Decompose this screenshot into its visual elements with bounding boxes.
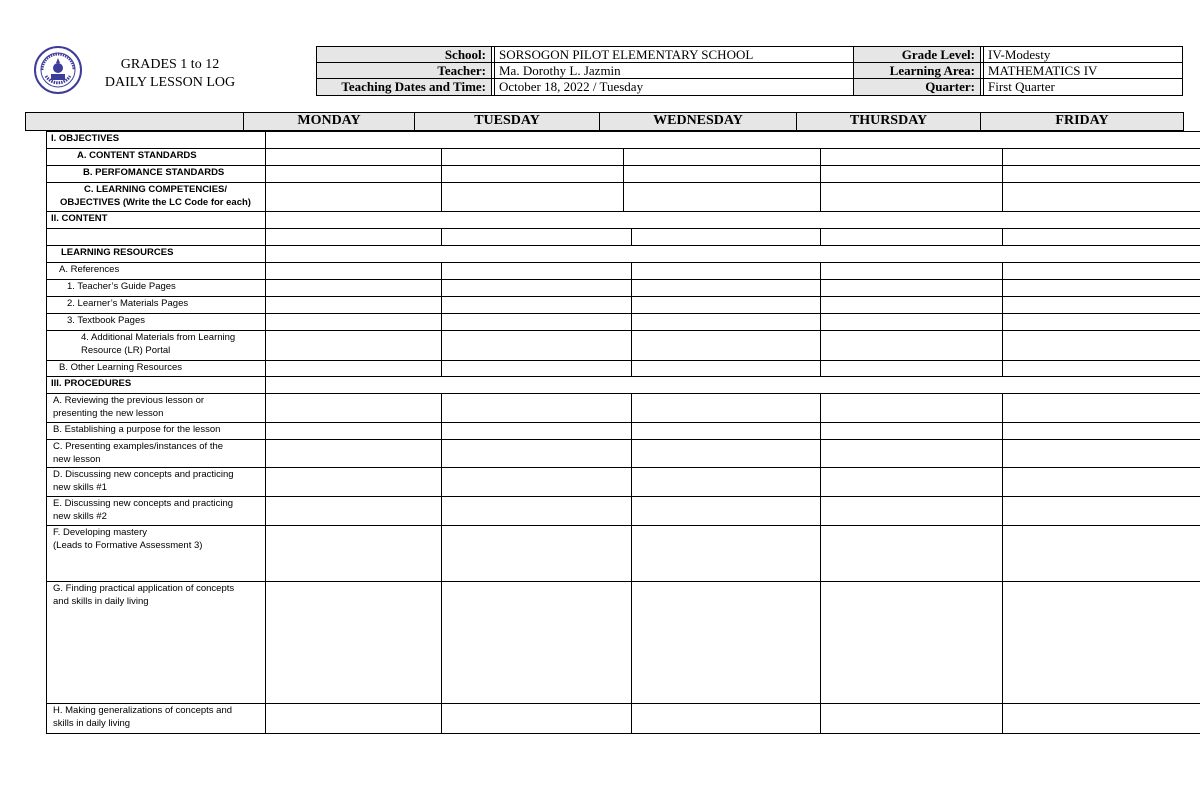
- row-label-line: and skills in daily living: [53, 596, 149, 607]
- row-label-line: 2. Learner’s Materials Pages: [67, 298, 189, 309]
- dates-label: Teaching Dates and Time:: [341, 79, 486, 94]
- row-label-line: B. Establishing a purpose for the lesson: [53, 424, 221, 435]
- row-label-line: G. Finding practical application of concepts: [53, 583, 235, 594]
- row-label-line: A. Reviewing the previous lesson or: [53, 395, 205, 406]
- row-label-line: skills in daily living: [53, 718, 131, 729]
- row-label: [47, 314, 264, 327]
- area-value: MATHEMATICS IV: [988, 63, 1098, 78]
- teacher-label: Teacher:: [437, 63, 486, 78]
- row-label: [47, 704, 264, 730]
- row-label: [47, 468, 264, 494]
- row-label: [47, 149, 264, 162]
- title-line-1: GRADES 1 to 12: [120, 57, 220, 72]
- row-label: [47, 394, 264, 420]
- teacher-value: Ma. Dorothy L. Jazmin: [499, 63, 621, 78]
- day-wednesday: WEDNESDAY: [653, 113, 743, 128]
- row-label-line: 4. Additional Materials from Learning: [81, 332, 236, 343]
- quarter-label: Quarter:: [925, 79, 975, 94]
- day-thursday: THURSDAY: [849, 113, 928, 128]
- day-friday: FRIDAY: [1055, 113, 1109, 128]
- row-label-line: C. LEARNING COMPETENCIES/: [83, 184, 228, 195]
- row-label: [47, 526, 264, 552]
- row-label-line: D. Discussing new concepts and practicing: [53, 469, 234, 480]
- quarter-value: First Quarter: [988, 79, 1055, 94]
- row-label-line: I. OBJECTIVES: [51, 133, 120, 144]
- school-value: SORSOGON PILOT ELEMENTARY SCHOOL: [499, 47, 754, 62]
- deped-seal-logo: [34, 46, 82, 94]
- school-label: School:: [444, 47, 486, 62]
- row-label-line: new lesson: [53, 454, 101, 465]
- row-label-line: (Leads to Formative Assessment 3): [53, 540, 203, 551]
- row-label-line: new skills #2: [53, 511, 107, 522]
- day-monday: MONDAY: [297, 113, 361, 128]
- grade-label: Grade Level:: [901, 47, 975, 62]
- row-label: [47, 377, 264, 390]
- row-label: [47, 183, 264, 209]
- row-label-line: B. PERFOMANCE STANDARDS: [83, 167, 225, 178]
- row-label: [47, 280, 264, 293]
- row-label-line: B. Other Learning Resources: [59, 362, 183, 373]
- day-tuesday: TUESDAY: [474, 113, 540, 128]
- row-label-line: new skills #1: [53, 482, 107, 493]
- row-label: [47, 297, 264, 310]
- row-label: [47, 246, 264, 259]
- row-label-line: II. CONTENT: [51, 213, 108, 224]
- row-label-line: A. References: [59, 264, 120, 275]
- row-label: [47, 440, 264, 466]
- row-label: [47, 423, 264, 436]
- row-label: [47, 263, 264, 276]
- dates-value: October 18, 2022 / Tuesday: [499, 79, 644, 94]
- row-label-line: III. PROCEDURES: [51, 378, 132, 389]
- row-label: [47, 361, 264, 374]
- row-label-line: 1. Teacher’s Guide Pages: [67, 281, 176, 292]
- title-line-2: DAILY LESSON LOG: [104, 75, 236, 90]
- row-label-line: Resource (LR) Portal: [81, 345, 171, 356]
- grade-value: IV-Modesty: [988, 47, 1051, 62]
- area-label: Learning Area:: [889, 63, 975, 78]
- row-label: [47, 212, 264, 225]
- row-label-line: E. Discussing new concepts and practicing: [53, 498, 234, 509]
- row-label-line: LEARNING RESOURCES: [61, 247, 174, 258]
- row-label: [47, 132, 264, 145]
- row-label: [47, 331, 264, 357]
- row-label-line: OBJECTIVES (Write the LC Code for each): [60, 197, 251, 208]
- row-label-line: H. Making generalizations of concepts and: [53, 705, 233, 716]
- row-label-line: C. Presenting examples/instances of the: [53, 441, 224, 452]
- row-label-line: presenting the new lesson: [53, 408, 164, 419]
- row-label: [47, 166, 264, 179]
- row-label-line: A. CONTENT STANDARDS: [77, 150, 197, 161]
- row-label-line: 3. Textbook Pages: [67, 315, 145, 326]
- row-label-line: F. Developing mastery: [53, 527, 147, 538]
- row-label: [47, 582, 264, 608]
- row-label: [47, 497, 264, 523]
